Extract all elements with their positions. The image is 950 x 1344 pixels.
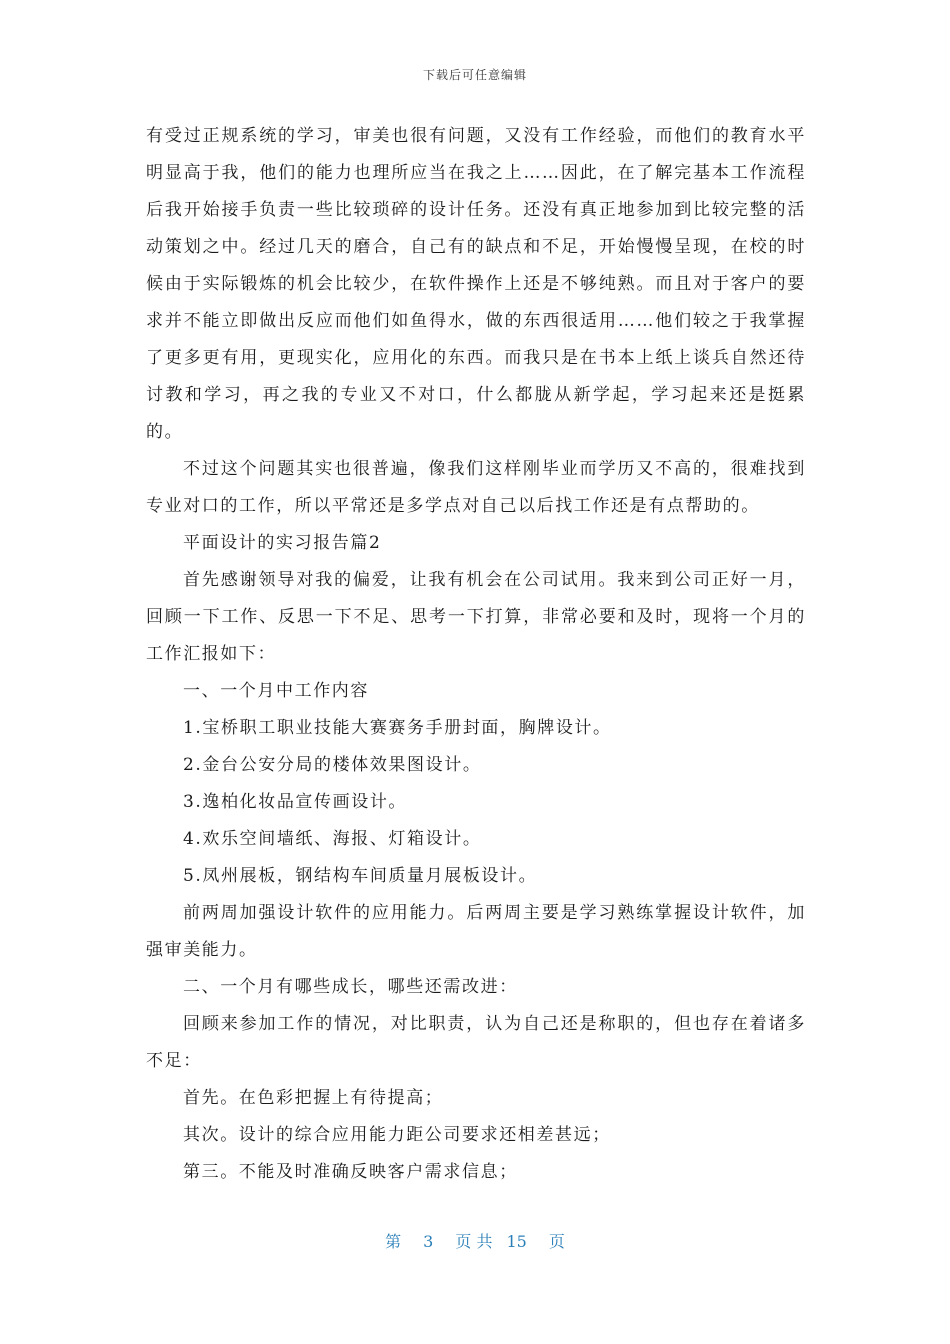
list-item: 1.宝桥职工职业技能大赛赛务手册封面，胸牌设计。 xyxy=(183,718,612,738)
list-item: 其次。设计的综合应用能力距公司要求还相差甚远； xyxy=(183,1125,611,1145)
paragraph: 首先感谢领导对我的偏爱，让我有机会在公司试用。我来到公司正好一月，回顾一下工作、反思一下不足、思考一下打算，非常必要和及时，现将一个月的工作汇报如下： xyxy=(146,570,806,664)
footer-label-page: 第 xyxy=(385,1232,402,1251)
total-pages-number: 15 xyxy=(506,1232,527,1251)
footer-label-end: 页 xyxy=(548,1232,565,1251)
list-item: 5.凤州展板，钢结构车间质量月展板设计。 xyxy=(183,866,538,886)
footer-label-of: 页 共 xyxy=(455,1232,493,1251)
paragraph: 前两周加强设计软件的应用能力。后两周主要是学习熟练掌握设计软件，加强审美能力。 xyxy=(146,903,806,960)
list-item: 3.逸柏化妆品宣传画设计。 xyxy=(183,792,408,812)
list-heading: 一、一个月中工作内容 xyxy=(183,681,369,701)
paragraph-continued: 有受过正规系统的学习，审美也很有问题，又没有工作经验，而他们的教育水平明显高于我，他们的能力也理所应当在我之上……因此，在了解完基本工作流程后我开始接手负责一些比较琐碎的设计任务。还没有真正地参加到比较完整的活动策划之中。经过几天的磨合，自己有的缺点和不足，开始慢慢呈现，在校的时候由于实际锻炼的机会比较少，在软件操作上还是不够纯熟。而且对于客户的要求并不能立即做出反应而他们如鱼得水，做的东西很适用……他们较之于我掌握了更多更有用，更现实化，应用化的东西。而我只是在书本上纸上谈兵自然还待讨教和学习，再之我的专业又不对口，什么都胧从新学起，学习起来还是挺累的。 xyxy=(146,126,806,442)
list-item: 首先。在色彩把握上有待提高； xyxy=(183,1088,444,1108)
list-heading: 二、一个月有哪些成长，哪些还需改进： xyxy=(183,977,518,997)
paragraph: 不过这个问题其实也很普遍，像我们这样刚毕业而学历又不高的，很难找到专业对口的工作，所以平常还是多学点对自己以后找工作还是有点帮助的。 xyxy=(146,459,806,516)
list-item: 4.欢乐空间墙纸、海报、灯箱设计。 xyxy=(183,829,482,849)
paragraph: 回顾来参加工作的情况，对比职责，认为自己还是称职的，但也存在着诸多不足： xyxy=(146,1014,806,1071)
page-footer xyxy=(0,1229,950,1252)
document-body xyxy=(146,118,806,1191)
current-page-number: 3 xyxy=(423,1232,434,1251)
section-heading: 平面设计的实习报告篇2 xyxy=(183,533,382,553)
list-item: 2.金台公安分局的楼体效果图设计。 xyxy=(183,755,482,775)
list-item: 第三。不能及时准确反映客户需求信息； xyxy=(183,1162,518,1182)
page-header: 下载后可任意编辑 xyxy=(422,68,527,82)
